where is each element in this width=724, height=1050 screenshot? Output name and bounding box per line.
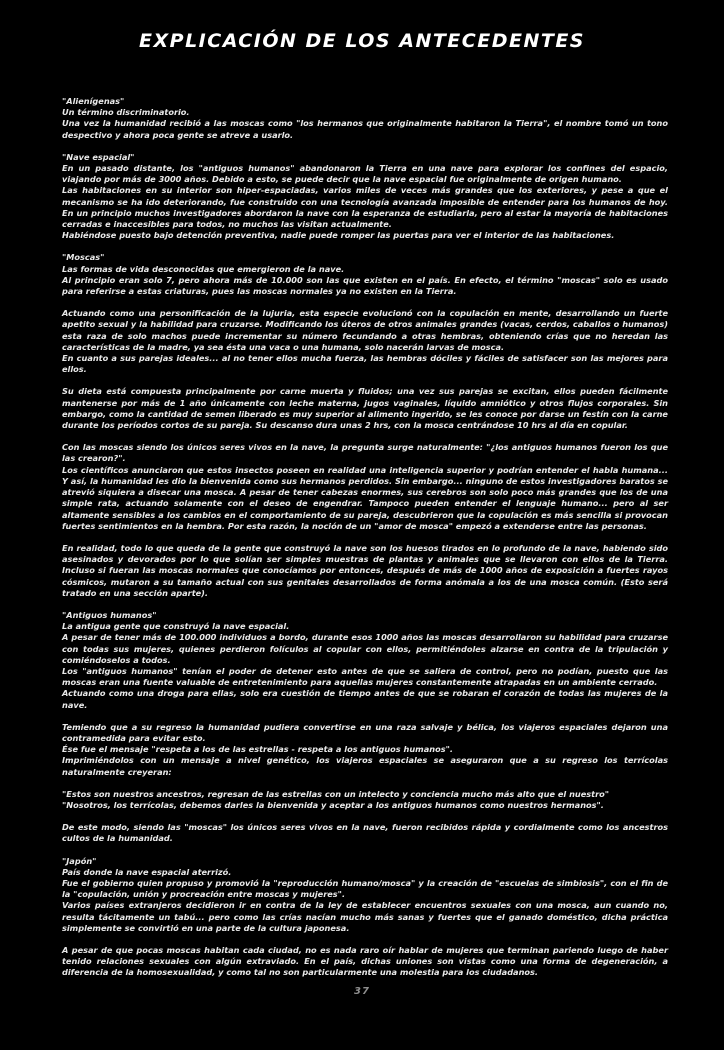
text-block <box>62 789 668 811</box>
block-heading: "Nave espacial" <box>62 151 135 162</box>
text-block <box>62 945 668 979</box>
block-heading: "Moscas" <box>62 252 105 263</box>
paragraph: En un pasado distante, los "antiguos humanos" abandonaron la Tierra en una nave para explorar los confines del espacio, viajando por más de 3000 años. Debido a esto, se puede decir que la nave espacial fue originalmente de origen humano. <box>62 163 668 185</box>
paragraph: Actuando como una personificación de la lujuria, esta especie evolucionó con la copulación en mente, desarrollando un fuerte apetito sexual y la habilidad para cruzarse. Modificando los úteros de otros animales grandes (vacas, cerdos, caballos o humanos) esta raza de solo machos puede incrementar su número fecundando a otras hembras, obteniendo crías que no heredan las características de la madre, ya sea ésta una vaca o una humana, solo nacerán larvas de mosca. <box>62 308 668 352</box>
document-body <box>62 96 668 990</box>
text-block <box>62 96 668 141</box>
paragraph: Su dieta está compuesta principalmente por carne muerta y fluidos; una vez sus parejas se excitan, ellos pueden fácilmente mantenerse por más de 1 año únicamente con leche materna, jugos vaginales, líquido amniótico y otros flujos corporales. Sin embargo, como la cantidad de semen liberado es muy superior al alimento ingerido, se les conoce por darse un festín con la carne durante los períodos cortos de su pareja. Su descanso dura unas 2 hrs, con la mosca centrándose 10 hrs al día en copular. <box>62 386 668 431</box>
text-block <box>62 152 668 242</box>
paragraph: Los científicos anunciaron que estos insectos poseen en realidad una inteligencia superior y podrían entender el habla humana... Y así, la humanidad les dio la bienvenida como sus hermanos perdidos. Sin embargo... ninguno de estos investigadores baratos se atrevió siquiera a disecar una mosca. A pesar de tener cabezas enormes, sus cerebros son solo poco más grandes que los de una simple rata, actuando solamente con el deseo de engendrar. Tampoco pueden entender el lenguaje humano... pero al ser altamente sensibles a los cambios en el comportamiento de su pareja, descubrieron que la copulación es más sencilla si provocan fuertes sentimientos en la hembra. Por esta razón, la noción de un "amor de mosca" empezó a extenderse entre las personas. <box>62 464 668 531</box>
paragraph: A pesar de tener más de 100.000 individuos a bordo, durante esos 1000 años las moscas desarrollaron su habilidad para cruzarse con todas sus mujeres, quienes perdieron folículos al copular con ellos, permitiéndoles alzarse en contra de la tripulación y comiéndoselos a todos. <box>62 632 668 665</box>
paragraph: Las habitaciones en su interior son hiper-espaciadas, varios miles de veces más grandes que los exteriores, y pese a que el mecanismo se ha ido deteriorando, fue construido con una tecnología avanzada imposible de entender para los humanos de hoy. En un principio muchos investigadores abordaron la nave con la esperanza de estudiarla, pero al estar la mayoría de habitaciones cerradas e inaccesibles para todos, no muchos las visitan actualmente. <box>62 185 668 230</box>
paragraph: Habiéndose puesto bajo detención preventiva, nadie puede romper las puertas para ver el interior de las habitaciones. <box>62 230 615 241</box>
text-block <box>62 722 668 778</box>
paragraph: Temiendo que a su regreso la humanidad pudiera convertirse en una raza salvaje y bélica, los viajeros espaciales dejaron una contramedida para evitar esto. <box>62 721 668 743</box>
paragraph: A pesar de que pocas moscas habitan cada ciudad, no es nada raro oír hablar de mujeres que terminan pariendo luego de haber tenido relaciones sexuales con algún extraviado. En el país, dichas uniones son vistas como una forma de degeneración, a diferencia de la homosexualidad, y como tal no son particularmente una molestia para los ciudadanos. <box>62 945 668 978</box>
paragraph: Al principio eran solo 7, pero ahora más de 10.000 son las que existen en el país. En efecto, el término "moscas" solo es usado para referirse a estas criaturas, pues las moscas normales ya no existen en la Tierra. <box>62 274 668 297</box>
paragraph: En cuanto a sus parejas ideales... al no tener ellos mucha fuerza, las hembras dóciles y fáciles de satisfacer son las mejores para ellos. <box>62 353 668 375</box>
block-heading: "Japón" <box>62 855 97 866</box>
paragraph: "Nosotros, los terrícolas, debemos darles la bienvenida y aceptar a los antiguos humanos como nuestros hermanos". <box>62 799 604 810</box>
text-block <box>62 822 668 844</box>
paragraph: Una vez la humanidad recibió a las moscas como "los hermanos que originalmente habitaron la Tierra", el nombre tomó un tono despectivo y ahora poca gente se atreve a usarlo. <box>62 118 668 140</box>
paragraph: Fue el gobierno quien propuso y promovió la "reproducción humano/mosca" y la creación de "escuelas de simbiosis", con el fin de la "copulación, unión y procreación entre moscas y mujeres". <box>62 877 668 900</box>
page-number: 37 <box>354 986 370 997</box>
paragraph: Con las moscas siendo los únicos seres vivos en la nave, la pregunta surge naturalmente: "¿los antiguos humanos fueron los que las crearon?". <box>62 442 668 464</box>
paragraph: Imprimiéndolos con un mensaje a nivel genético, los viajeros espaciales se aseguraron que a su regreso los terrícolas naturalmente creyeran: <box>62 755 668 777</box>
paragraph: Varios países extranjeros decidieron ir en contra de la ley de establecer encuentros sexuales con una mosca, aun cuando no, resulta tácitamente un tabú... pero como las crías nacían mucho más sanas y fuertes que el ganado doméstico, dicha práctica simplemente se convirtió en una parte de la cultura japonesa. <box>62 900 668 933</box>
paragraph: Las formas de vida desconocidas que emergieron de la nave. <box>62 263 345 274</box>
paragraph: Actuando como una droga para ellas, solo era cuestión de tiempo antes de que se robaran el corazón de todas las mujeres de la nave. <box>62 688 668 710</box>
paragraph: En realidad, todo lo que queda de la gente que construyó la nave son los huesos tirados en lo profundo de la nave, habiendo sido asesinados y devorados por lo que solían ser simples muestras de plantas y animales que se llevaron con ellos de la Tierra. Incluso si fueran las moscas normales que conocíamos por entonces, después de más de 1000 años de exposición a fuertes rayos cósmicos, mutaron a su tamaño actual con sus genitales desarrollados de forma anómala a los de una mosca común. (Esto será tratado en una sección aparte). <box>62 542 668 598</box>
paragraph: Los "antiguos humanos" tenían el poder de detener esto antes de que se saliera de control, pero no podían, puesto que las moscas eran una fuente valuable de entretenimiento para aquellas mujeres constantemente atrapadas en un ambiente cerrado. <box>62 665 668 688</box>
paragraph: La antigua gente que construyó la nave espacial. <box>62 621 290 632</box>
text-block <box>62 442 668 532</box>
paragraph: País donde la nave espacial aterrizó. <box>62 866 232 877</box>
text-block <box>62 308 668 375</box>
block-heading: "Alienígenas" <box>62 96 125 106</box>
text-block <box>62 543 668 599</box>
paragraph: De este modo, siendo las "moscas" los únicos seres vivos en la nave, fueron recibidos rápida y cordialmente como los ancestros cultos de la humanidad. <box>62 822 668 844</box>
paragraph: Un término discriminatorio. <box>62 107 190 118</box>
paragraph: Ése fue el mensaje "respeta a los de las estrellas - respeta a los antiguos humanos". <box>62 744 453 755</box>
page-title: EXPLICACIÓN DE LOS ANTECEDENTES <box>139 30 585 52</box>
paragraph: "Estos son nuestros ancestros, regresan de las estrellas con un intelecto y conciencia mucho más alto que el nuestro" <box>62 788 610 799</box>
text-block <box>62 386 668 431</box>
text-block <box>62 610 668 711</box>
text-block <box>62 252 668 297</box>
text-block <box>62 856 668 934</box>
block-heading: "Antiguos humanos" <box>62 609 157 620</box>
